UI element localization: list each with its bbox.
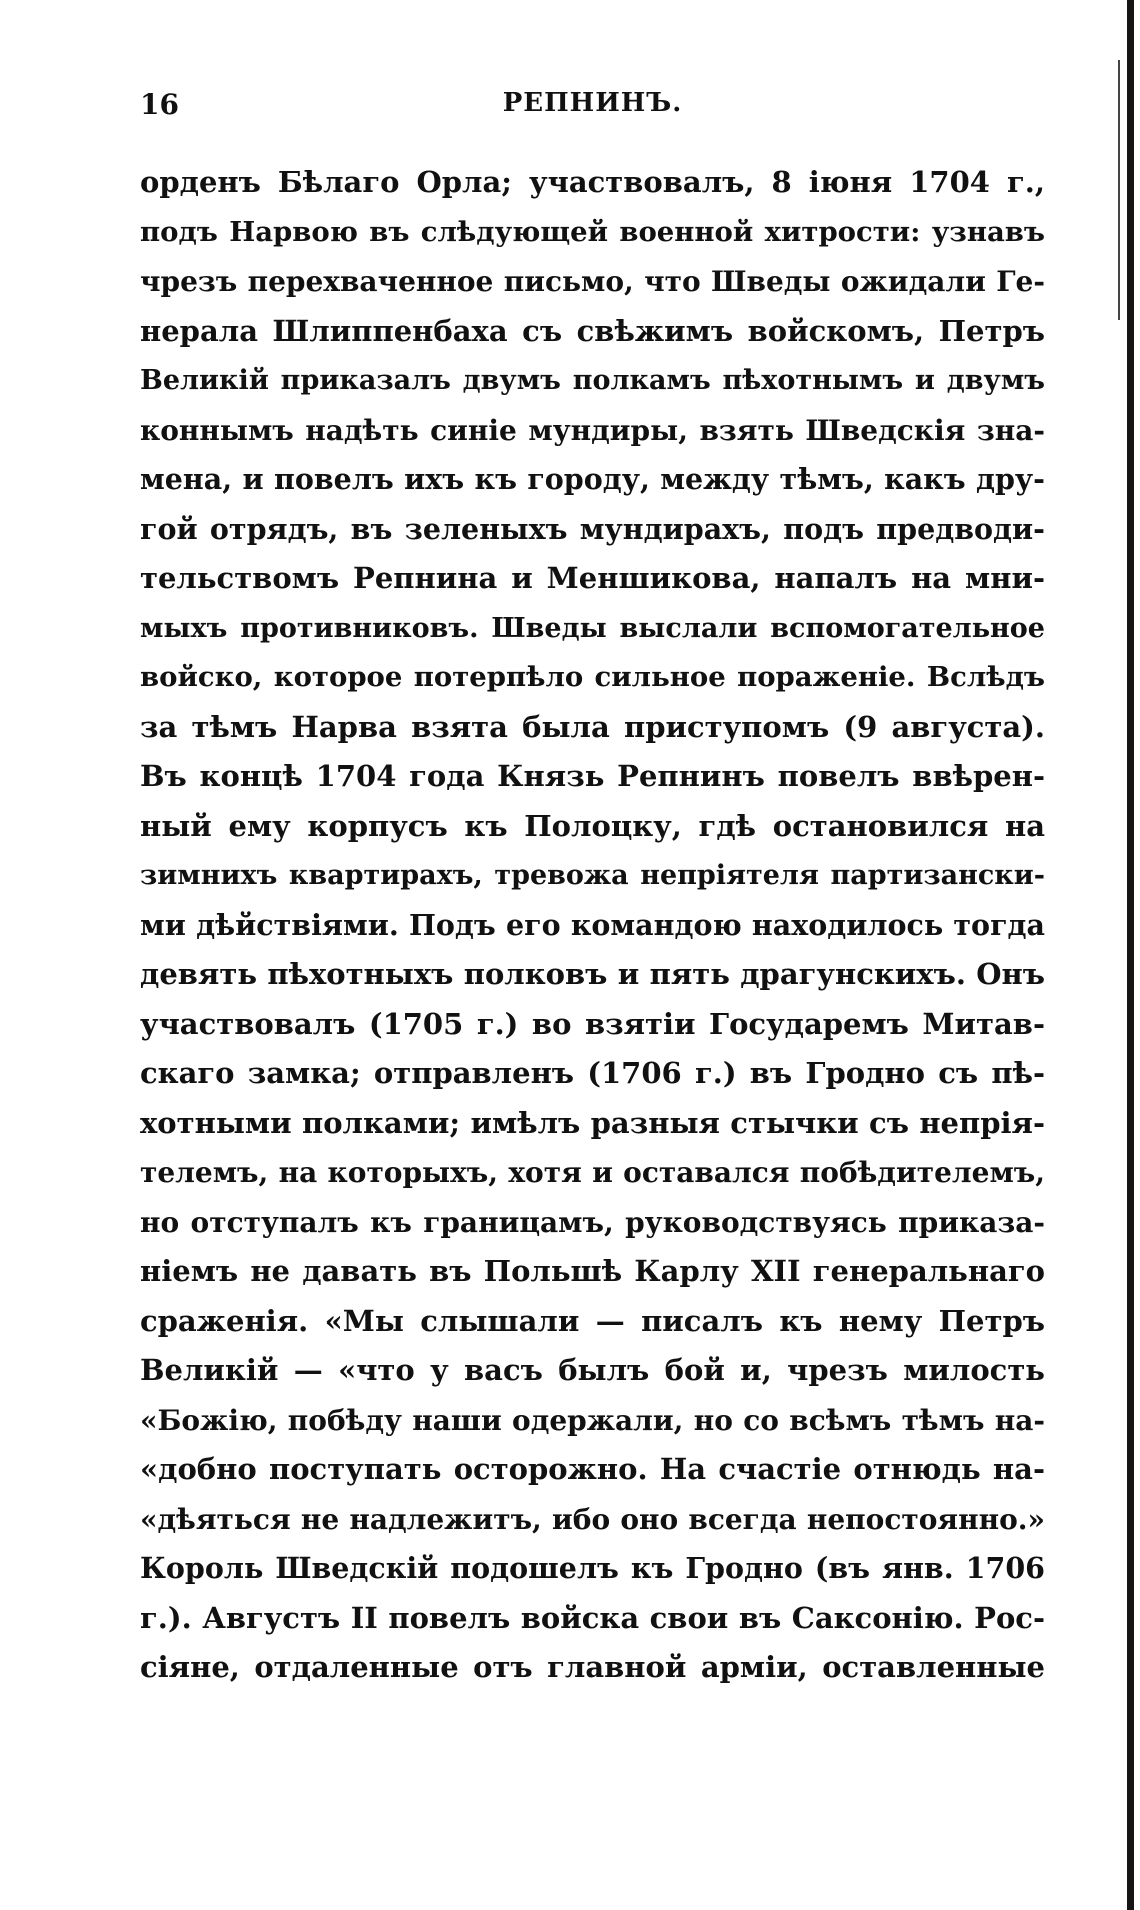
body-text (140, 158, 1045, 1693)
text-line: «Божію, побѣду наши одержали, но со всѣмъ тѣмъ на- (140, 1403, 1045, 1437)
scan-page-edge (1127, 0, 1134, 1910)
text-line: ный ему корпусъ къ Полоцку, гдѣ остановился на (140, 808, 1045, 843)
text-line: но отступалъ къ границамъ, руководствуясь приказа- (140, 1205, 1045, 1239)
text-line: чрезъ перехваченное письмо, что Шведы ожидали Ге- (140, 265, 1045, 298)
text-line: за тѣмъ Нарва взята была приступомъ (9 августа). (140, 709, 1045, 744)
text-line: коннымъ надѣть синіе мундиры, взять Шведскія зна- (140, 413, 1045, 447)
running-title: РЕПНИНЪ. (502, 88, 683, 118)
text-line: нерала Шлиппенбаха съ свѣжимъ войскомъ, Петръ (140, 313, 1045, 348)
text-line: подъ Нарвою въ слѣдующей военной хитрости: узнавъ (140, 215, 1045, 248)
text-line: Великій — «что у васъ былъ бой и, чрезъ милость (140, 1353, 1045, 1387)
text-line: хотными полками; имѣлъ разныя стычки съ непрія- (140, 1105, 1045, 1140)
text-line: сраженія. «Мы слышали — писалъ къ нему Петръ (140, 1303, 1045, 1338)
text-line: «дѣяться не надлежитъ, ибо оно всегда непостоянно.» (140, 1502, 1045, 1536)
text-line: Великій приказалъ двумъ полкамъ пѣхотнымъ и двумъ (140, 365, 1045, 396)
scan-edge-mark (1118, 60, 1120, 320)
text-line: мыхъ противниковъ. Шведы выслали вспомогательное (140, 612, 1045, 644)
page-header (140, 88, 1045, 128)
text-line: сіяне, отдаленные отъ главной арміи, оставленные (140, 1650, 1045, 1684)
text-line: мена, и повелъ ихъ къ городу, между тѣмъ, какъ дру- (140, 462, 1045, 496)
text-line: телемъ, на которыхъ, хотя и оставался побѣдителемъ, (140, 1156, 1045, 1189)
text-line: г.). Августъ II повелъ войска свои въ Саксонію. Рос- (140, 1600, 1045, 1635)
text-line: «добно поступать осторожно. На счастіе отнюдь на- (140, 1452, 1045, 1486)
page-number: 16 (140, 88, 179, 121)
text-line: Въ концѣ 1704 года Князь Репнинъ повелъ ввѣрен- (140, 759, 1045, 793)
text-line: ми дѣйствіями. Подъ его командою находилось тогда (140, 907, 1045, 942)
text-line: орденъ Бѣлаго Орла; участвовалъ, 8 іюня 1704 г., (140, 165, 1045, 199)
text-line: зимнихъ квартирахъ, тревожа непріятеля партизански- (140, 860, 1045, 891)
text-line: гой отрядъ, въ зеленыхъ мундирахъ, подъ предводи- (140, 511, 1045, 546)
text-line: Король Шведскій подошелъ къ Гродно (въ янв. 1706 (140, 1551, 1045, 1585)
text-line: участвовалъ (1705 г.) во взятіи Государемъ Митав- (140, 1006, 1045, 1041)
text-line: девять пѣхотныхъ полковъ и пять драгунскихъ. Онъ (140, 957, 1045, 991)
text-line: тельствомъ Репнина и Меншикова, напалъ на мни- (140, 561, 1045, 595)
text-line: скаго замка; отправленъ (1706 г.) въ Гродно съ пѣ- (140, 1056, 1045, 1090)
text-line: ніемъ не давать въ Польшѣ Карлу XII генеральнаго (140, 1254, 1045, 1288)
text-line: войско, которое потерпѣло сильное пораженіе. Вслѣдъ (140, 661, 1045, 693)
